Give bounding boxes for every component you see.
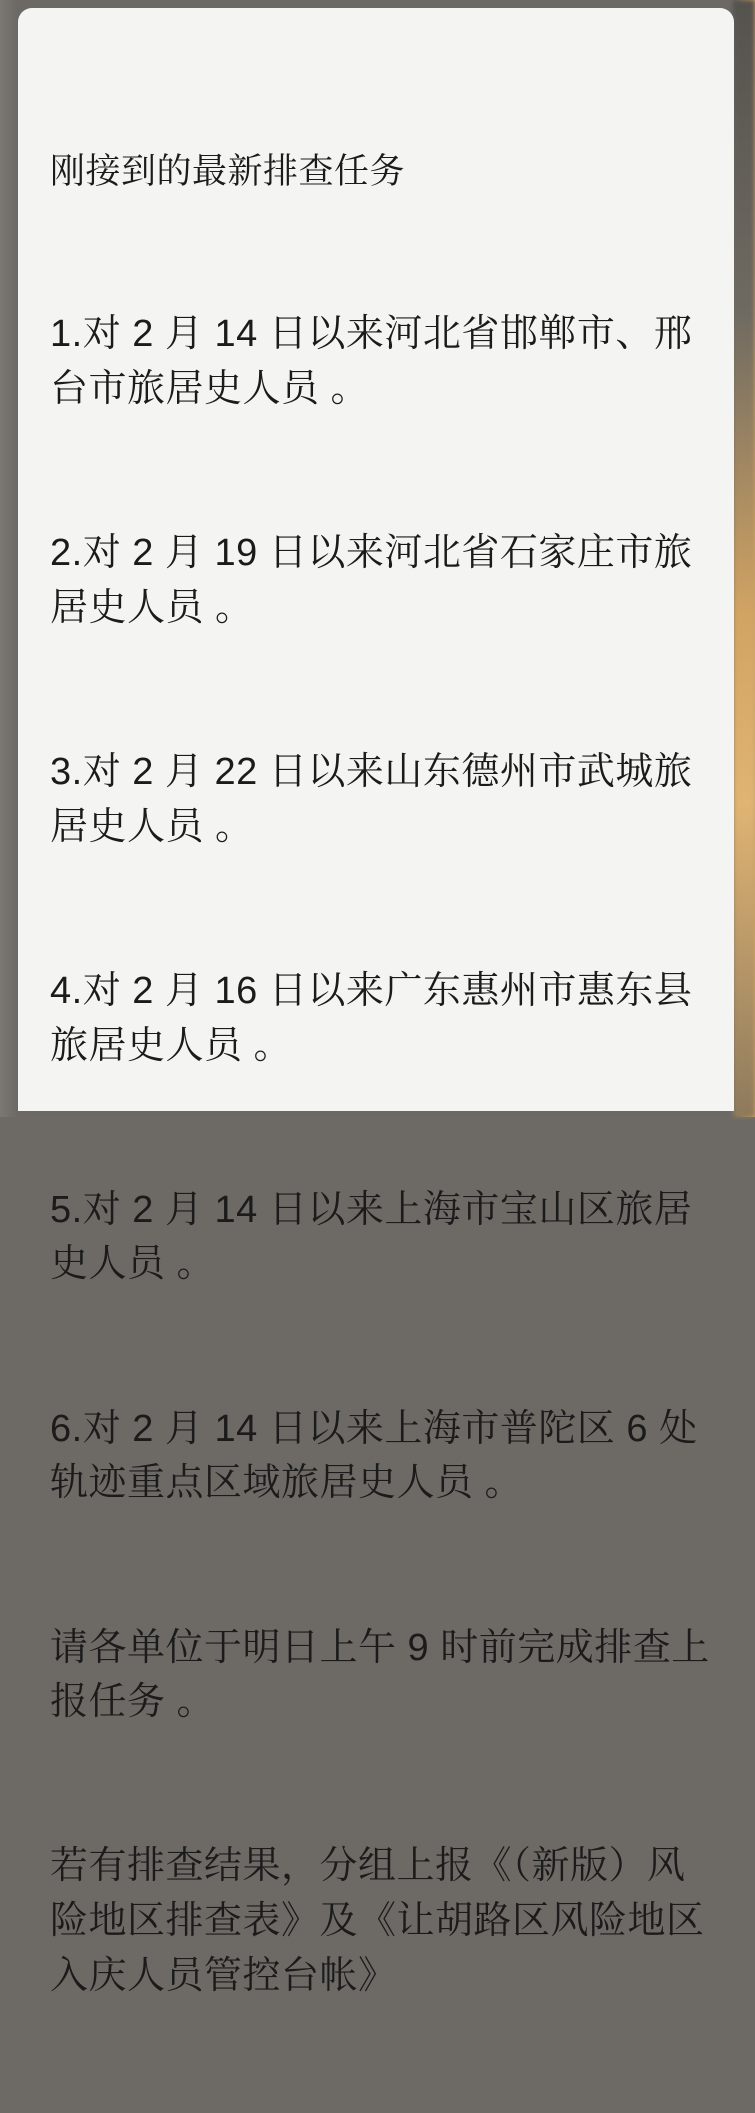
message-line-2: 2.对 2 月 19 日以来河北省石家庄市旅居史人员 。 <box>50 532 693 629</box>
message-body <box>50 38 714 2113</box>
message-card <box>18 8 734 1997</box>
message-line-3: 3.对 2 月 22 日以来山东德州市武城旅居史人员 。 <box>50 751 693 848</box>
message-title: 刚接到的最新排查任务 <box>50 152 406 192</box>
message-line-1: 1.对 2 月 14 日以来河北省邯郸市、邢台市旅居史人员 。 <box>50 313 693 410</box>
message-line-8: 若有排查结果，分组上报《（新版）风险地区排查表》及《让胡路区风险地区入庆人员管控台帐》 <box>50 1845 705 1997</box>
message-line-5: 5.对 2 月 14 日以来上海市宝山区旅居史人员 。 <box>50 1188 693 1286</box>
message-line-4: 4.对 2 月 16 日以来广东惠州市惠东县旅居史人员 。 <box>50 969 693 1067</box>
message-line-6: 6.对 2 月 14 日以来上海市普陀区 6 处轨迹重点区域旅居史人员 。 <box>50 1407 698 1505</box>
message-line-7: 请各单位于明日上午 9 时前完成排查上报任务 。 <box>50 1626 710 1724</box>
